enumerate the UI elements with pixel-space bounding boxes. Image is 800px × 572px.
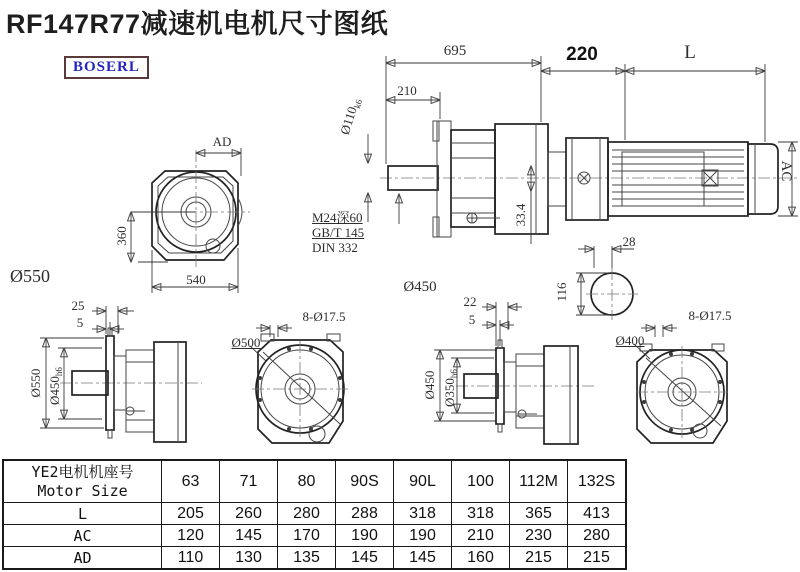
table-col-header: 132S (568, 460, 627, 503)
table-cell: 215 (568, 547, 627, 570)
dim-AD-label: AD (212, 134, 232, 149)
dim-360-label: 360 (114, 226, 129, 246)
table-col-header: 90S (336, 460, 394, 503)
dim-28-label: 28 (622, 234, 636, 249)
dim-5-label-1: 5 (76, 315, 84, 330)
table-col-header: 90L (394, 460, 452, 503)
table-cell: 120 (162, 525, 220, 547)
table-header-row (3, 460, 626, 503)
view-top-assembly (368, 56, 798, 244)
table-cell: 110 (162, 547, 220, 570)
table-cell: 145 (336, 547, 394, 570)
table-cell: 160 (452, 547, 510, 570)
table-cell: 145 (220, 525, 278, 547)
table-cell: 205 (162, 503, 220, 525)
table-row-L (3, 503, 626, 525)
table-row-AD (3, 547, 626, 570)
table-row-label: AD (3, 547, 162, 570)
view-shaft-section (576, 246, 638, 320)
table-col-header: 112M (510, 460, 568, 503)
dim-116-label: 116 (554, 282, 569, 302)
table-cell: 190 (394, 525, 452, 547)
table-cell: 130 (220, 547, 278, 570)
dim-22-label: 22 (463, 294, 477, 309)
table-cell: 260 (220, 503, 278, 525)
table-header-cell (3, 460, 162, 503)
dim-5-label-2: 5 (468, 312, 476, 327)
table-col-header: 80 (278, 460, 336, 503)
table-header-cn: YE2电机机座号 (31, 462, 134, 481)
dim-phi450-rot-label: Ø450 (422, 370, 437, 400)
label-phi450: Ø450 (403, 279, 437, 295)
holes-label-500: 8-Ø17.5 (302, 309, 346, 324)
dim-AC-label: AC (778, 160, 794, 182)
dim-phi350h6-label: $Ø350_{h6}$ (442, 369, 459, 407)
table-cell: 215 (510, 547, 568, 570)
motor-size-table (2, 459, 627, 570)
table-row-label: L (3, 503, 162, 525)
table-header-en: Motor Size (37, 481, 128, 500)
table-cell: 170 (278, 525, 336, 547)
note-gbt: GB/T 145 (312, 225, 365, 240)
table-cell: 210 (452, 525, 510, 547)
dim-L-label: L (684, 42, 696, 63)
dim-210-label: 210 (397, 83, 417, 98)
label-phi500: Ø500 (231, 335, 261, 350)
table-cell: 318 (394, 503, 452, 525)
dim-25-label: 25 (71, 298, 85, 313)
note-m24: M24深60 (312, 210, 363, 225)
table-cell: 230 (510, 525, 568, 547)
dim-phi450h6-label: $Ø450_{h6}$ (47, 367, 64, 405)
table-col-header: 71 (220, 460, 278, 503)
table-cell: 280 (278, 503, 336, 525)
dim-phi550-rot-label: Ø550 (28, 368, 43, 398)
table-cell: 365 (510, 503, 568, 525)
table-row-label: AC (3, 525, 162, 547)
label-phi550: Ø550 (10, 266, 50, 286)
dim-540-label: 540 (186, 272, 206, 287)
table-cell: 280 (568, 525, 627, 547)
dim-695-label: 695 (443, 43, 467, 59)
table-row-AC (3, 525, 626, 547)
table-cell: 288 (336, 503, 394, 525)
note-din: DIN 332 (312, 240, 358, 255)
dim-220-label: 220 (566, 44, 598, 65)
dim-phi110-label: $Ø110_{k6}$ (336, 98, 365, 137)
dim-334-label: 33.4 (513, 203, 528, 227)
brand-logo: BOSERL (64, 56, 149, 79)
table-cell: 318 (452, 503, 510, 525)
thread-note (312, 210, 364, 255)
holes-label-400: 8-Ø17.5 (688, 308, 732, 323)
label-phi400: Ø400 (615, 333, 645, 348)
table-cell: 413 (568, 503, 627, 525)
table-cell: 145 (394, 547, 452, 570)
table-cell: 190 (336, 525, 394, 547)
page-title: RF147R77减速机电机尺寸图纸 (6, 9, 389, 39)
table-cell: 135 (278, 547, 336, 570)
table-col-header: 100 (452, 460, 510, 503)
table-col-header: 63 (162, 460, 220, 503)
